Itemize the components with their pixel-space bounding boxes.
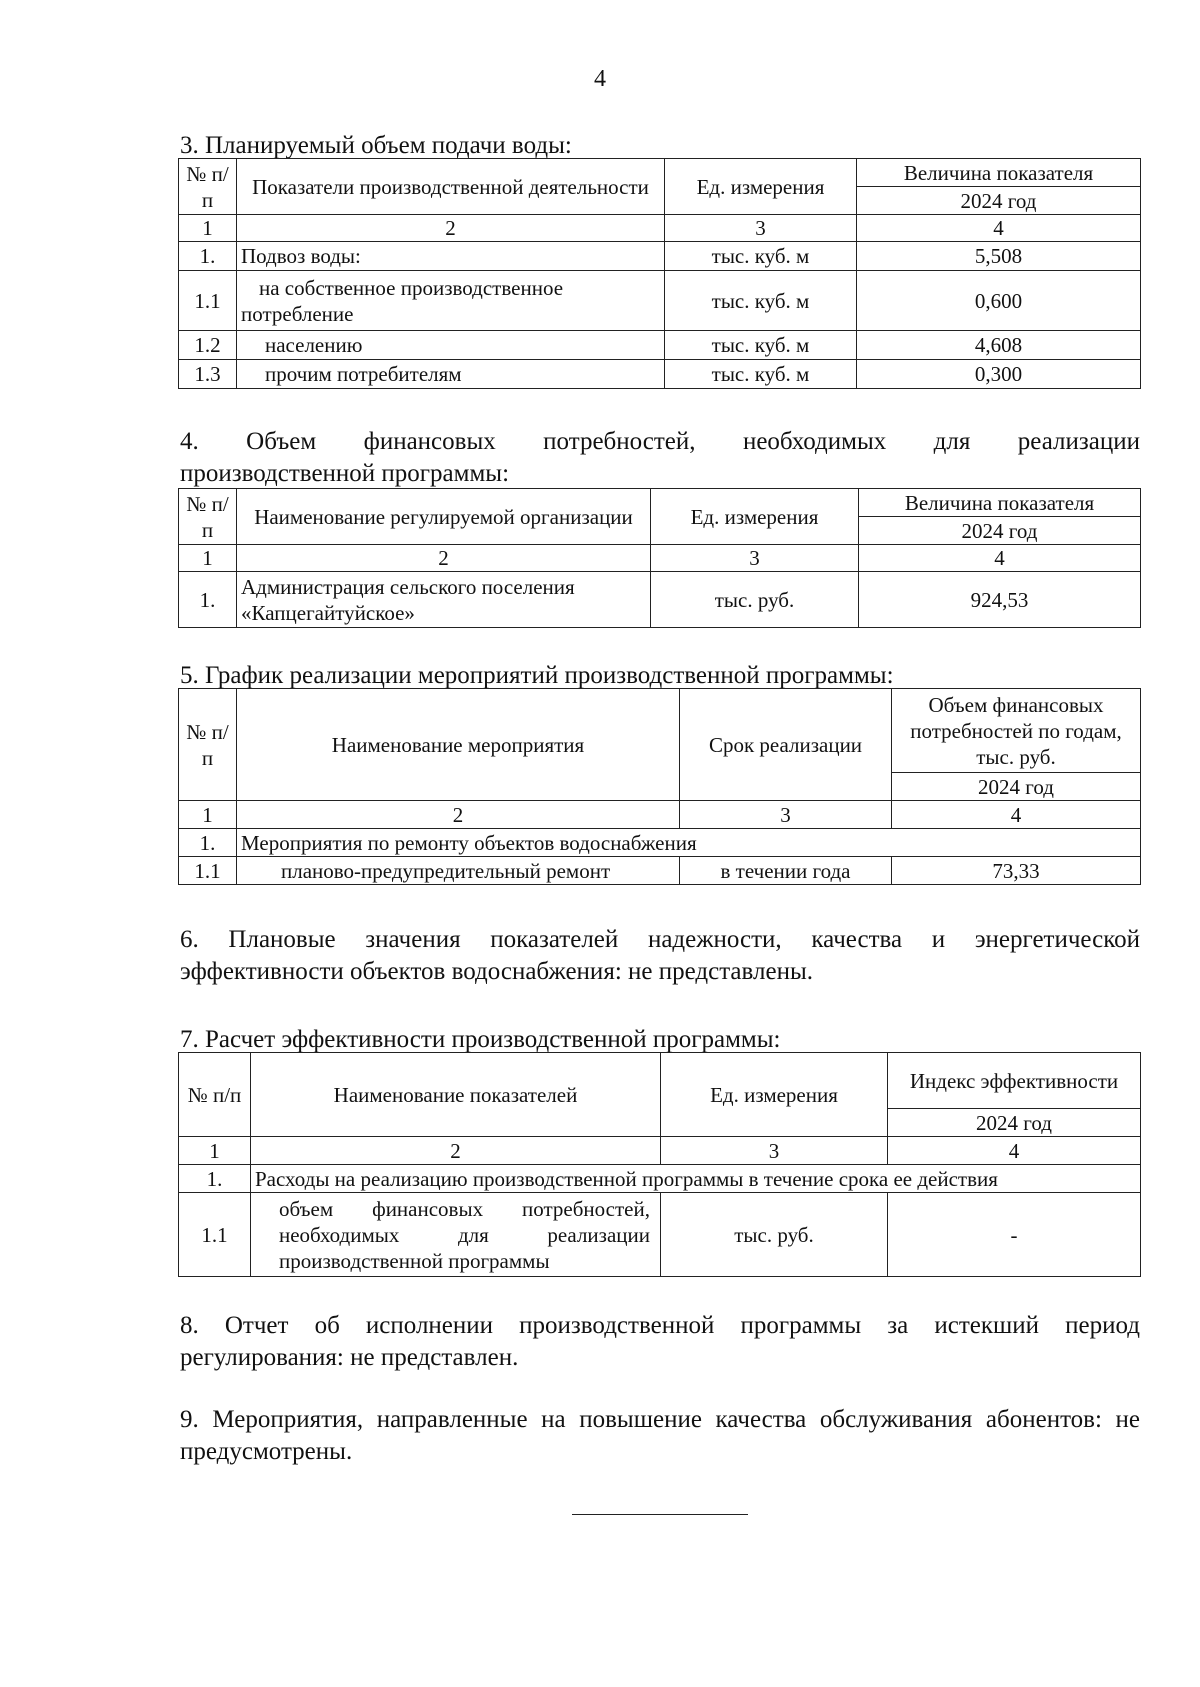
header-organization: Наименование регулируемой организации (237, 489, 651, 545)
header-num: № п/п (179, 1053, 251, 1137)
header-term: Срок реализации (680, 689, 892, 801)
row-activity: планово-предупредительный ремонт (237, 857, 680, 885)
header-year: 2024 год (892, 773, 1141, 801)
row-num: 1.2 (179, 331, 237, 360)
row-num: 1.1 (179, 857, 237, 885)
row-value: - (888, 1193, 1141, 1277)
row-value: 4,608 (857, 331, 1141, 360)
page-number: 4 (594, 66, 606, 92)
header-value: Величина показателя (859, 489, 1141, 517)
financial-needs-table (178, 488, 1141, 628)
header-year: 2024 год (888, 1109, 1141, 1137)
header-indicators: Наименование показателей (251, 1053, 661, 1137)
table-row (179, 572, 1141, 628)
index-cell: 3 (665, 215, 857, 242)
header-index: Индекс эффективности (888, 1053, 1141, 1109)
index-cell: 2 (237, 215, 665, 242)
section-8-text: 8. Отчет об исполнении производственной программы за истекший период регулирования: не представлен. (180, 1312, 1140, 1371)
row-organization: Администрация сельского поселения «Капцегайтуйское» (237, 572, 651, 628)
index-cell: 2 (237, 545, 651, 572)
row-num: 1.3 (179, 360, 237, 389)
table-row (179, 857, 1141, 885)
index-cell: 1 (179, 215, 237, 242)
index-cell: 1 (179, 545, 237, 572)
row-unit: тыс. куб. м (665, 331, 857, 360)
row-num: 1.1 (179, 271, 237, 331)
row-term: в течении года (680, 857, 892, 885)
section-7-title: 7. Расчет эффективности производственной программы: (180, 1026, 781, 1053)
table-row (179, 1193, 1141, 1277)
section-6-text: 6. Плановые значения показателей надежности, качества и энергетической эффективности объектов водоснабжения: не представлены. (180, 926, 1140, 985)
end-divider (572, 1514, 748, 1515)
row-unit: тыс. куб. м (665, 360, 857, 389)
header-num: № п/п (179, 489, 237, 545)
index-cell: 3 (651, 545, 859, 572)
row-num: 1. (179, 242, 237, 271)
header-unit: Ед. измерения (651, 489, 859, 545)
index-cell: 3 (680, 801, 892, 829)
index-cell: 4 (857, 215, 1141, 242)
row-value: 73,33 (892, 857, 1141, 885)
index-cell: 1 (179, 801, 237, 829)
table-row (179, 1165, 1141, 1193)
water-supply-table (178, 158, 1141, 389)
row-name: на собственное производственное потребление (237, 271, 665, 331)
header-activity: Наименование мероприятия (237, 689, 680, 801)
index-cell: 1 (179, 1137, 251, 1165)
table-row (179, 242, 1141, 271)
index-cell: 4 (859, 545, 1141, 572)
row-num: 1. (179, 829, 237, 857)
header-value: Величина показателя (857, 159, 1141, 187)
row-indicator: объем финансовых потребностей, необходимых для реализации производственной программы (251, 1193, 661, 1277)
header-year: 2024 год (859, 517, 1141, 545)
table-row (179, 360, 1141, 389)
index-cell: 2 (237, 801, 680, 829)
efficiency-table (178, 1052, 1141, 1277)
index-cell: 4 (892, 801, 1141, 829)
section-4-title-line2: производственной программы: (180, 460, 510, 487)
header-year: 2024 год (857, 187, 1141, 215)
header-value: Объем финансовых потребностей по годам, тыс. руб. (892, 689, 1141, 773)
index-cell: 3 (661, 1137, 888, 1165)
row-name: прочим потребителям (237, 360, 665, 389)
row-value: 0,600 (857, 271, 1141, 331)
header-indicator: Показатели производственной деятельности (237, 159, 665, 215)
group-name: Мероприятия по ремонту объектов водоснабжения (237, 829, 1141, 857)
group-name: Расходы на реализацию производственной программы в течение срока ее действия (251, 1165, 1141, 1193)
index-cell: 2 (251, 1137, 661, 1165)
section-5-title: 5. График реализации мероприятий производственной программы: (180, 662, 894, 689)
schedule-table (178, 688, 1141, 885)
header-num: № п/п (179, 689, 237, 801)
row-unit: тыс. куб. м (665, 242, 857, 271)
table-row (179, 829, 1141, 857)
row-value: 924,53 (859, 572, 1141, 628)
section-9-text: 9. Мероприятия, направленные на повышение качества обслуживания абонентов: не предусмотрены. (180, 1406, 1140, 1465)
row-num: 1.1 (179, 1193, 251, 1277)
row-num: 1. (179, 1165, 251, 1193)
section-4-title-line1: 4. Объем финансовых потребностей, необходимых для реализации (180, 428, 1140, 455)
row-value: 0,300 (857, 360, 1141, 389)
table-row (179, 331, 1141, 360)
row-unit: тыс. руб. (651, 572, 859, 628)
row-value: 5,508 (857, 242, 1141, 271)
header-unit: Ед. измерения (665, 159, 857, 215)
header-unit: Ед. измерения (661, 1053, 888, 1137)
row-unit: тыс. руб. (661, 1193, 888, 1277)
row-num: 1. (179, 572, 237, 628)
row-unit: тыс. куб. м (665, 271, 857, 331)
row-name: населению (237, 331, 665, 360)
index-cell: 4 (888, 1137, 1141, 1165)
section-3-title: 3. Планируемый объем подачи воды: (180, 132, 572, 159)
header-num: № п/п (179, 159, 237, 215)
row-name: Подвоз воды: (237, 242, 665, 271)
table-row (179, 271, 1141, 331)
